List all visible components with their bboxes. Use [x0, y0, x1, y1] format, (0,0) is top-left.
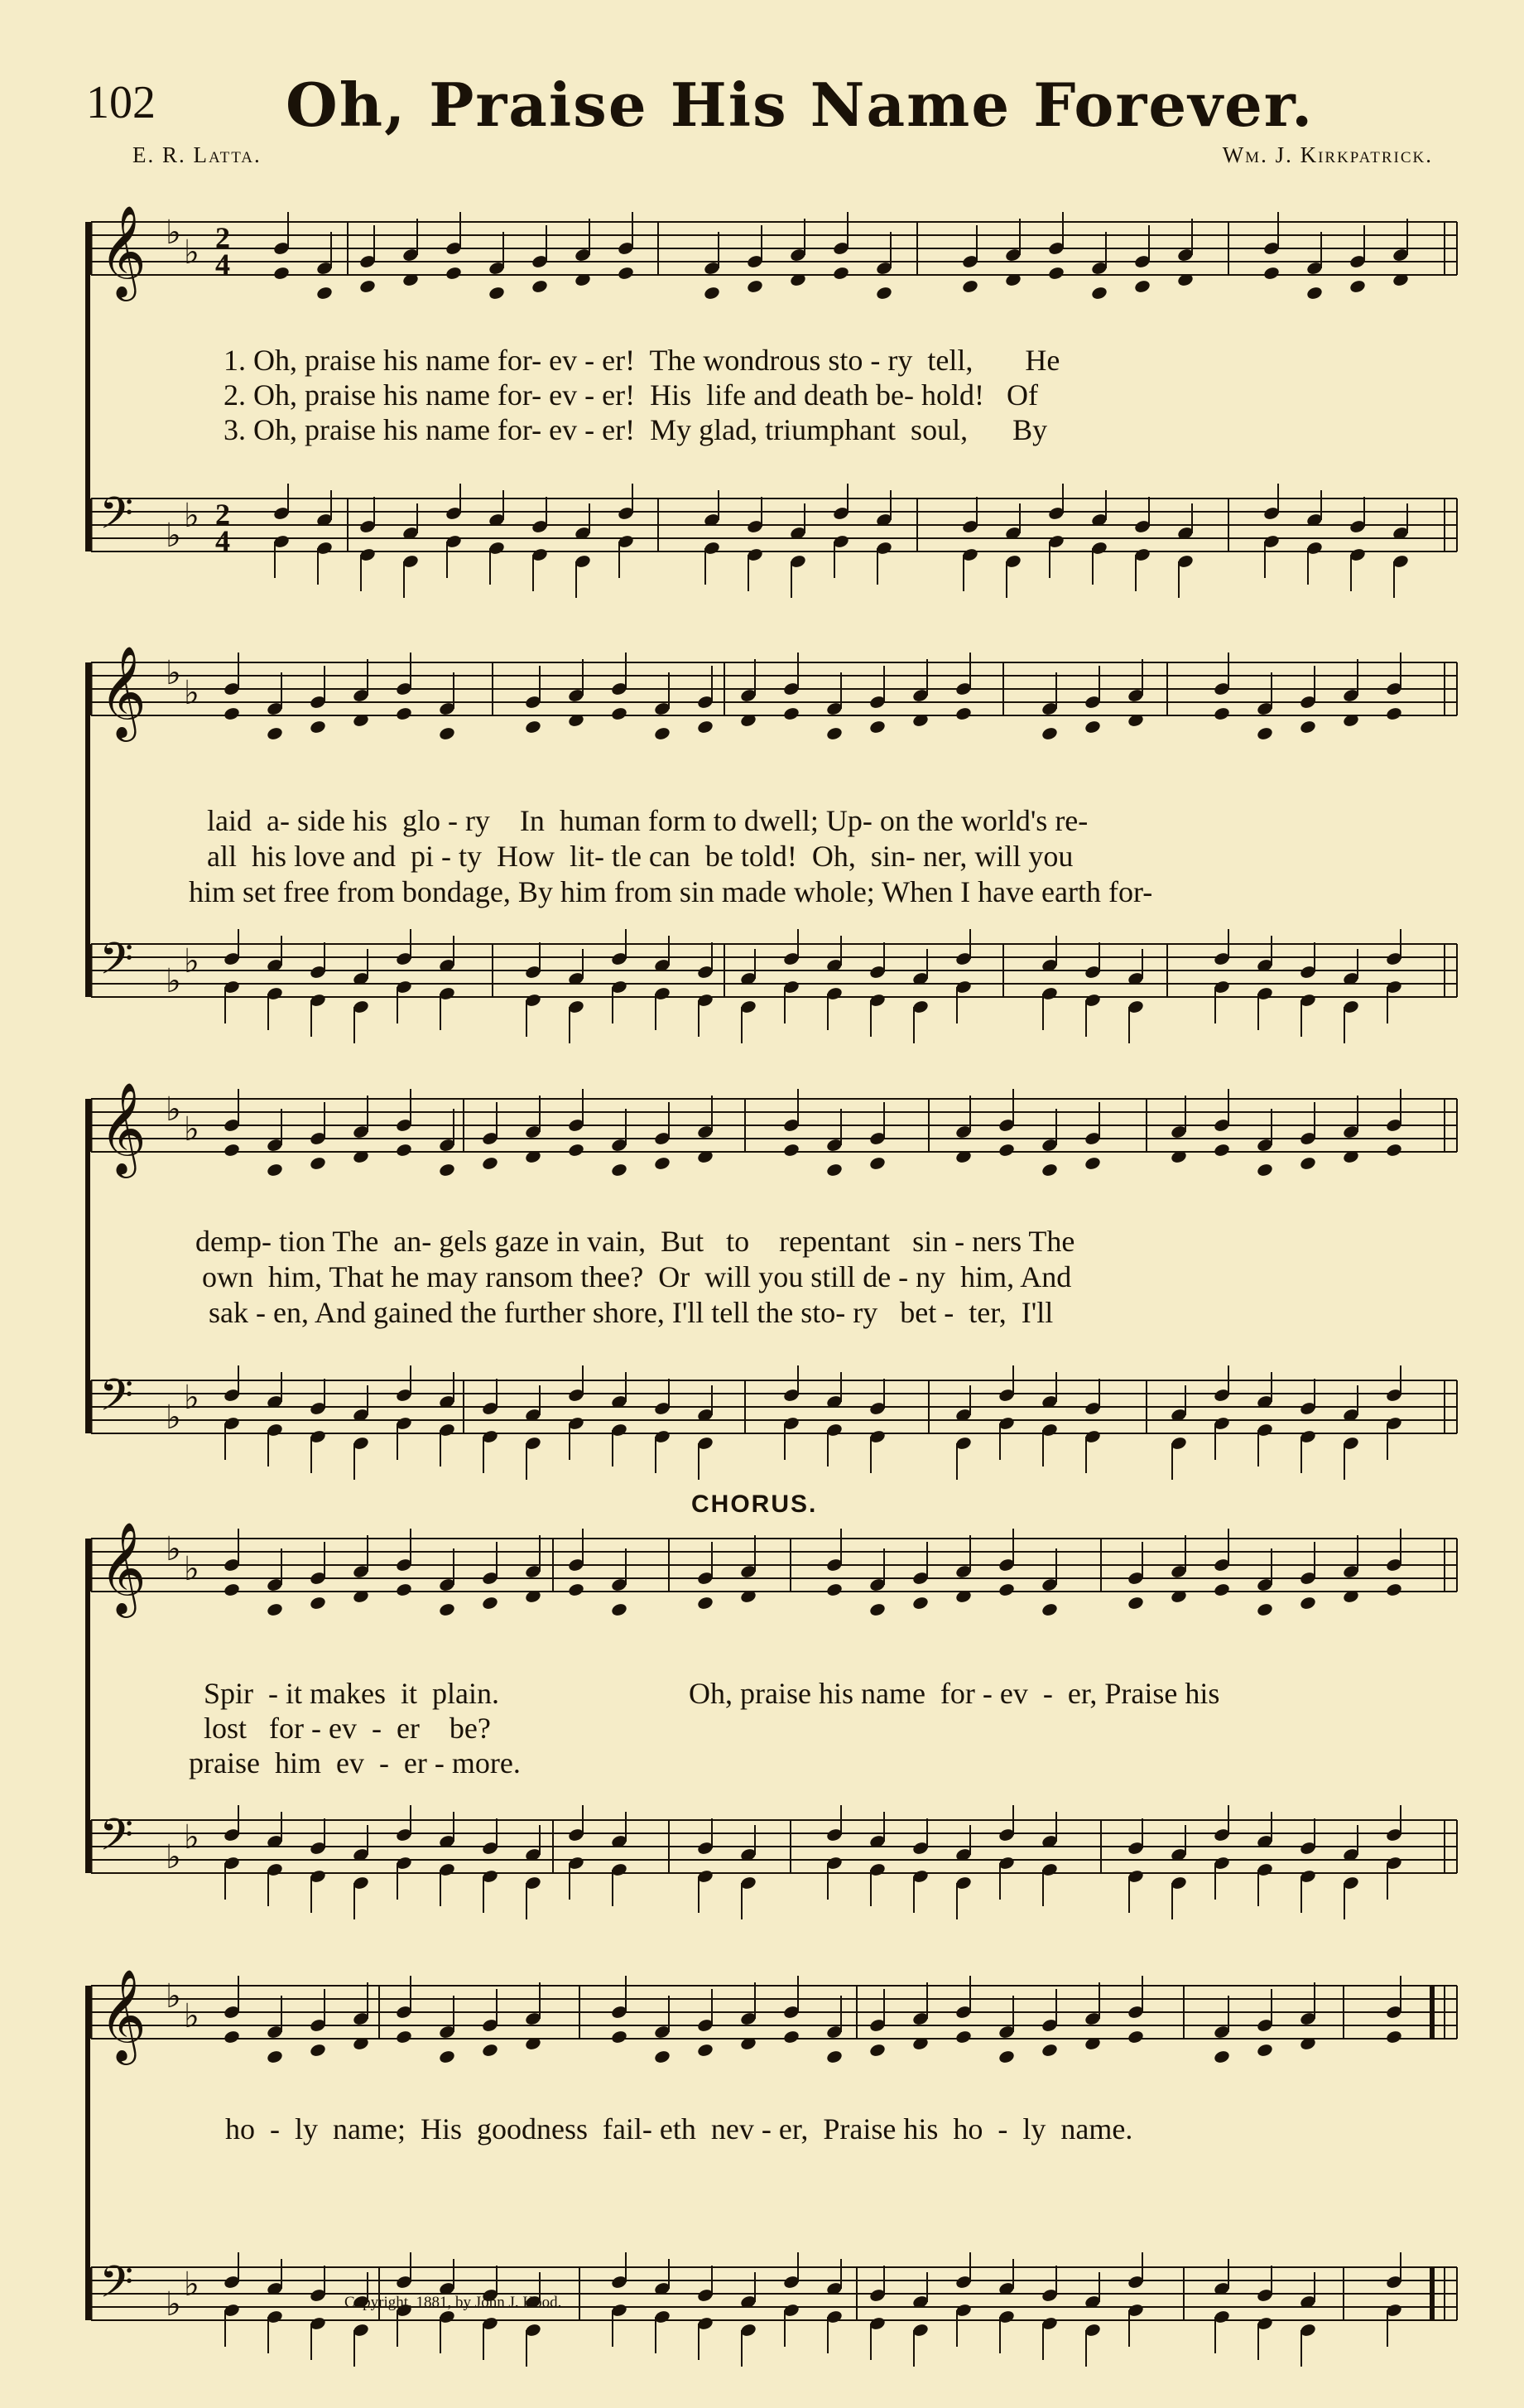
notehead	[1041, 1163, 1059, 1178]
notehead	[782, 706, 800, 722]
notehead	[825, 726, 844, 742]
flat-icon: ♭	[184, 497, 200, 535]
notehead	[438, 1602, 456, 1618]
notehead	[1041, 726, 1059, 742]
flat-icon: ♭	[166, 654, 181, 692]
notehead	[825, 2049, 844, 2065]
flat-icon: ♭	[184, 1997, 200, 2035]
notehead	[1127, 2030, 1145, 2045]
notehead	[696, 720, 714, 735]
notehead	[961, 279, 979, 295]
notehead	[1262, 266, 1281, 282]
notehead	[531, 279, 549, 295]
flat-icon: ♭	[166, 2285, 181, 2324]
notehead	[696, 1596, 714, 1611]
notehead	[1256, 2043, 1274, 2059]
lyric-s3-v1: demp- tion The an- gels gaze in vain, But to repentant sin - ners The	[195, 1225, 1075, 1258]
flat-icon: ♭	[166, 1399, 181, 1437]
flat-icon: ♭	[166, 214, 181, 252]
notehead	[315, 286, 334, 301]
treble-clef-icon: 𝄞	[99, 1081, 147, 1174]
notehead	[1349, 279, 1367, 295]
notehead	[1385, 1143, 1403, 1158]
notehead	[1213, 706, 1231, 722]
notehead	[309, 1156, 327, 1172]
notehead	[1385, 1582, 1403, 1598]
notehead	[223, 706, 241, 722]
treble-clef-icon: 𝄞	[99, 1521, 147, 1614]
notehead	[481, 1156, 499, 1172]
notehead	[1041, 1602, 1059, 1618]
time-signature-bottom: 4	[215, 524, 230, 557]
notehead	[266, 2049, 284, 2065]
notehead	[696, 2043, 714, 2059]
notehead	[1213, 1143, 1231, 1158]
notehead	[1127, 1596, 1145, 1611]
notehead	[395, 1582, 413, 1598]
notehead	[309, 720, 327, 735]
treble-clef-icon: 𝄞	[99, 645, 147, 738]
flat-icon: ♭	[166, 1977, 181, 2015]
notehead	[1213, 2049, 1231, 2065]
notehead	[438, 726, 456, 742]
flat-icon: ♭	[184, 1110, 200, 1149]
notehead	[1256, 1602, 1274, 1618]
time-signature-bottom: 4	[215, 248, 230, 281]
treble-clef-icon: 𝄞	[99, 1968, 147, 2061]
flat-icon: ♭	[184, 674, 200, 712]
notehead	[1047, 266, 1065, 282]
notehead	[954, 2030, 973, 2045]
lyric-s4-v3: praise him ev - er - more.	[189, 1746, 521, 1780]
notehead	[272, 266, 291, 282]
flat-icon: ♭	[166, 517, 181, 555]
lyric-s2-v1: laid a- side his glo - ry In human form to dwell; Up- on the world's re-	[207, 804, 1089, 837]
notehead	[438, 1163, 456, 1178]
notehead	[825, 1582, 844, 1598]
notehead	[223, 1143, 241, 1158]
notehead	[653, 1156, 671, 1172]
notehead	[309, 1596, 327, 1611]
notehead	[746, 279, 764, 295]
lyric-s5: ho - ly name; His goodness fail- eth nev - er, Praise his ho - ly name.	[225, 2112, 1133, 2146]
flat-icon: ♭	[166, 962, 181, 1000]
notehead	[1299, 720, 1317, 735]
notehead	[610, 2030, 628, 2045]
treble-clef-icon: 𝄞	[99, 205, 147, 297]
notehead	[223, 2030, 241, 2045]
notehead	[524, 720, 542, 735]
notehead	[395, 1143, 413, 1158]
notehead	[868, 2043, 887, 2059]
flat-icon: ♭	[166, 1838, 181, 1876]
lyric-s4-v2: lost for - ev - er be?	[204, 1712, 491, 1745]
notehead	[703, 286, 721, 301]
notehead	[395, 706, 413, 722]
notehead	[825, 1163, 844, 1178]
flat-icon: ♭	[184, 1550, 200, 1588]
notehead	[395, 2030, 413, 2045]
notehead	[617, 266, 635, 282]
notehead	[610, 1163, 628, 1178]
lyric-s1-v3: 3. Oh, praise his name for- ev - er! My glad, triumphant soul, By	[224, 413, 1048, 446]
notehead	[1133, 279, 1151, 295]
notehead	[445, 266, 463, 282]
lyric-s2-v2: all his love and pi - ty How lit- tle can be told! Oh, sin- ner, will you	[207, 840, 1074, 873]
notehead	[610, 1602, 628, 1618]
notehead	[1305, 286, 1324, 301]
notehead	[438, 2049, 456, 2065]
notehead	[1256, 726, 1274, 742]
lyric-s4-v1: Spir - it makes it plain.	[204, 1677, 499, 1710]
chorus-label: CHORUS.	[691, 1491, 818, 1518]
bass-clef-icon: 𝄢	[99, 1810, 134, 1871]
notehead	[832, 266, 850, 282]
notehead	[998, 2049, 1016, 2065]
notehead	[481, 1596, 499, 1611]
notehead	[782, 2030, 800, 2045]
notehead	[1090, 286, 1108, 301]
lyric-s1-v1: 1. Oh, praise his name for- ev - er! The wondrous sto - ry tell, He	[224, 344, 1060, 377]
flat-icon: ♭	[166, 1091, 181, 1129]
composer-credit: Wm. J. Kirkpatrick.	[1222, 142, 1433, 167]
flat-icon: ♭	[184, 1818, 200, 1857]
notehead	[868, 1156, 887, 1172]
time-signature-top: 2	[215, 498, 230, 531]
notehead	[266, 1163, 284, 1178]
chorus-lyric: Oh, praise his name for - ev - er, Praise his	[689, 1677, 1220, 1710]
notehead	[782, 1143, 800, 1158]
notehead	[1084, 720, 1102, 735]
bass-clef-icon: 𝄢	[99, 2257, 134, 2319]
hymn-title: Oh, Praise His Name Forever.	[286, 70, 1315, 140]
notehead	[653, 726, 671, 742]
bass-clef-icon: 𝄢	[99, 934, 134, 995]
notehead	[1041, 2043, 1059, 2059]
notehead	[1299, 1156, 1317, 1172]
lyric-s3-v3: sak - en, And gained the further shore, I'll tell the sto- ry bet - ter, I'll	[209, 1296, 1054, 1329]
flat-icon: ♭	[184, 234, 200, 272]
notehead	[954, 706, 973, 722]
lyricist-credit: E. R. Latta.	[132, 142, 262, 167]
notehead	[875, 286, 893, 301]
time-signature-top: 2	[215, 221, 230, 254]
notehead	[868, 720, 887, 735]
flat-icon: ♭	[184, 2266, 200, 2304]
copyright-notice: Copyright, 1881, by John J. Hood.	[344, 2294, 562, 2311]
notehead	[567, 1582, 585, 1598]
page-number: 102	[86, 77, 156, 128]
bass-clef-icon: 𝄢	[99, 489, 134, 550]
notehead	[1084, 1156, 1102, 1172]
notehead	[610, 706, 628, 722]
notehead	[1256, 1163, 1274, 1178]
bass-clef-icon: 𝄢	[99, 1370, 134, 1432]
notehead	[1385, 2030, 1403, 2045]
notehead	[998, 1143, 1016, 1158]
notehead	[266, 726, 284, 742]
notehead	[911, 1596, 930, 1611]
notehead	[223, 1582, 241, 1598]
notehead	[1385, 706, 1403, 722]
notehead	[309, 2043, 327, 2059]
notehead	[266, 1602, 284, 1618]
lyric-s1-v2: 2. Oh, praise his name for- ev - er! His life and death be- hold! Of	[224, 378, 1038, 412]
notehead	[998, 1582, 1016, 1598]
notehead	[1299, 1596, 1317, 1611]
lyric-s2-v3: him set free from bondage, By him from sin made whole; When I have earth for-	[189, 875, 1153, 908]
lyric-s3-v2: own him, That he may ransom thee? Or will you still de - ny him, And	[202, 1260, 1072, 1293]
notehead	[868, 1602, 887, 1618]
flat-icon: ♭	[184, 942, 200, 980]
notehead	[358, 279, 377, 295]
notehead	[567, 1143, 585, 1158]
flat-icon: ♭	[166, 1530, 181, 1568]
notehead	[1213, 1582, 1231, 1598]
notehead	[653, 2049, 671, 2065]
flat-icon: ♭	[184, 1379, 200, 1417]
notehead	[481, 2043, 499, 2059]
notehead	[488, 286, 506, 301]
